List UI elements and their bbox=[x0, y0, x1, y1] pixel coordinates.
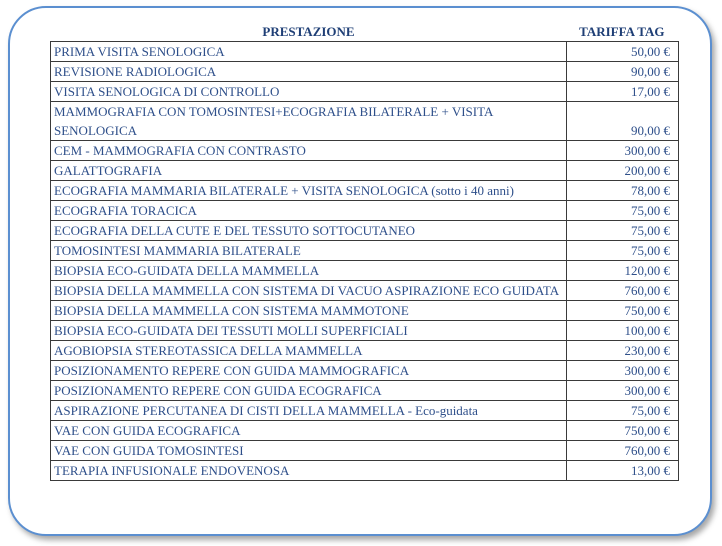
service-cell: AGOBIOPSIA STEREOTASSICA DELLA MAMMELLA bbox=[51, 341, 567, 361]
fee-cell: 300,00 € bbox=[567, 381, 679, 401]
table-row bbox=[51, 82, 679, 102]
service-cell: VISITA SENOLOGICA DI CONTROLLO bbox=[51, 82, 567, 102]
service-cell: MAMMOGRAFIA CON TOMOSINTESI+ECOGRAFIA BILATERALE + VISITA SENOLOGICA bbox=[51, 102, 567, 141]
service-cell: BIOPSIA ECO-GUIDATA DELLA MAMMELLA bbox=[51, 261, 567, 281]
fee-cell: 13,00 € bbox=[567, 461, 679, 481]
table-row bbox=[51, 321, 679, 341]
service-cell: PRIMA VISITA SENOLOGICA bbox=[51, 42, 567, 62]
fee-cell: 120,00 € bbox=[567, 261, 679, 281]
fee-cell: 75,00 € bbox=[567, 401, 679, 421]
table-row bbox=[51, 341, 679, 361]
table-body bbox=[51, 42, 679, 481]
service-cell: GALATTOGRAFIA bbox=[51, 161, 567, 181]
service-cell: VAE CON GUIDA TOMOSINTESI bbox=[51, 441, 567, 461]
service-cell: ECOGRAFIA MAMMARIA BILATERALE + VISITA SENOLOGICA (sotto i 40 anni) bbox=[51, 181, 567, 201]
fee-cell: 300,00 € bbox=[567, 361, 679, 381]
table-row bbox=[51, 301, 679, 321]
fee-cell: 760,00 € bbox=[567, 441, 679, 461]
header-fee: TARIFFA TAG bbox=[579, 24, 665, 39]
table-row bbox=[51, 102, 679, 141]
fee-cell: 78,00 € bbox=[567, 181, 679, 201]
service-cell: ECOGRAFIA DELLA CUTE E DEL TESSUTO SOTTOCUTANEO bbox=[51, 221, 567, 241]
fee-cell: 100,00 € bbox=[567, 321, 679, 341]
table-row bbox=[51, 261, 679, 281]
table-row bbox=[51, 221, 679, 241]
table-row bbox=[51, 62, 679, 82]
fee-cell: 760,00 € bbox=[567, 281, 679, 301]
table-row bbox=[51, 401, 679, 421]
service-cell: TERAPIA INFUSIONALE ENDOVENOSA bbox=[51, 461, 567, 481]
fee-cell: 200,00 € bbox=[567, 161, 679, 181]
service-cell: VAE CON GUIDA ECOGRAFICA bbox=[51, 421, 567, 441]
fee-cell: 750,00 € bbox=[567, 421, 679, 441]
service-cell: ECOGRAFIA TORACICA bbox=[51, 201, 567, 221]
service-cell: TOMOSINTESI MAMMARIA BILATERALE bbox=[51, 241, 567, 261]
fee-cell: 75,00 € bbox=[567, 221, 679, 241]
service-cell: ASPIRAZIONE PERCUTANEA DI CISTI DELLA MAMMELLA - Eco-guidata bbox=[51, 401, 567, 421]
fee-cell: 230,00 € bbox=[567, 341, 679, 361]
fee-cell: 90,00 € bbox=[567, 62, 679, 82]
service-cell: REVISIONE RADIOLOGICA bbox=[51, 62, 567, 82]
service-cell: BIOPSIA ECO-GUIDATA DEI TESSUTI MOLLI SUPERFICIALI bbox=[51, 321, 567, 341]
service-cell: POSIZIONAMENTO REPERE CON GUIDA ECOGRAFICA bbox=[51, 381, 567, 401]
table-header-row bbox=[51, 22, 679, 42]
service-cell: BIOPSIA DELLA MAMMELLA CON SISTEMA DI VACUO ASPIRAZIONE ECO GUIDATA bbox=[51, 281, 567, 301]
fee-cell: 75,00 € bbox=[567, 201, 679, 221]
table-row bbox=[51, 181, 679, 201]
service-cell: CEM - MAMMOGRAFIA CON CONTRASTO bbox=[51, 141, 567, 161]
fee-cell: 750,00 € bbox=[567, 301, 679, 321]
table-row bbox=[51, 161, 679, 181]
table-row bbox=[51, 381, 679, 401]
fee-cell: 90,00 € bbox=[567, 102, 679, 141]
table-row bbox=[51, 42, 679, 62]
table-row bbox=[51, 461, 679, 481]
fee-table bbox=[50, 22, 679, 481]
service-cell: POSIZIONAMENTO REPERE CON GUIDA MAMMOGRAFICA bbox=[51, 361, 567, 381]
table-row bbox=[51, 421, 679, 441]
table-row bbox=[51, 441, 679, 461]
header-service: PRESTAZIONE bbox=[262, 24, 355, 39]
fee-cell: 75,00 € bbox=[567, 241, 679, 261]
fee-cell: 50,00 € bbox=[567, 42, 679, 62]
fee-cell: 17,00 € bbox=[567, 82, 679, 102]
table-row bbox=[51, 141, 679, 161]
fee-cell: 300,00 € bbox=[567, 141, 679, 161]
table-row bbox=[51, 241, 679, 261]
table-row bbox=[51, 281, 679, 301]
table-row bbox=[51, 201, 679, 221]
table-row bbox=[51, 361, 679, 381]
service-cell: BIOPSIA DELLA MAMMELLA CON SISTEMA MAMMOTONE bbox=[51, 301, 567, 321]
